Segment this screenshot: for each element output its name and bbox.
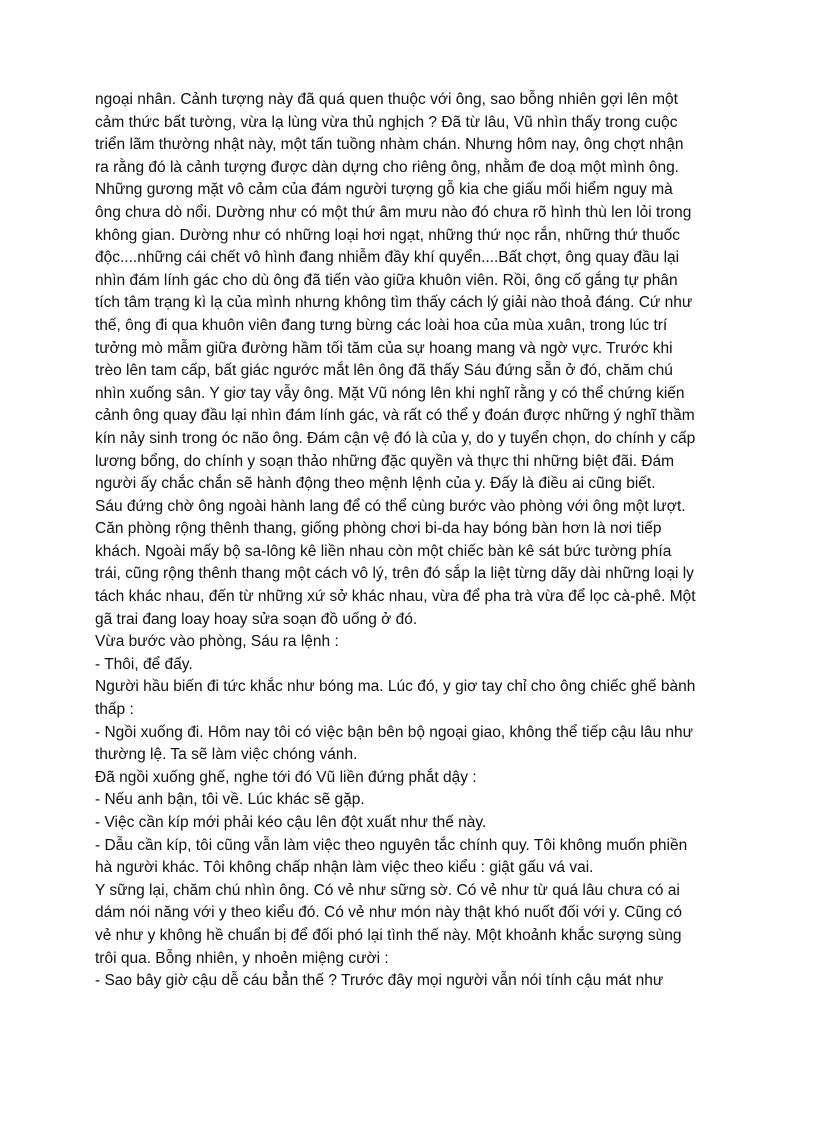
text-line: hà người khác. Tôi không chấp nhận làm việc theo kiểu : giật gấu vá vai. bbox=[95, 859, 594, 877]
text-line: vẻ như y không hề chuẩn bị để đối phó lại tình thế này. Một khoảnh khắc sượng sùng bbox=[95, 926, 682, 944]
document-page bbox=[95, 89, 735, 993]
text-line: nhìn đám lính gác cho dù ông đã tiến vào giữa khuôn viên. Rồi, ông cố gắng tự phân bbox=[95, 271, 678, 289]
text-line: cảnh ông quay đầu lại nhìn đám lính gác, và rất có thể y đoán được những ý nghĩ thầm bbox=[95, 407, 695, 425]
text-line: - Nếu anh bận, tôi về. Lúc khác sẽ gặp. bbox=[95, 791, 365, 809]
text-line: lương bổng, do chính y soạn thảo những đặc quyền và thực thi những biệt đãi. Đám bbox=[95, 452, 675, 470]
text-line: - Dẫu cần kíp, tôi cũng vẫn làm việc theo nguyên tắc chính quy. Tôi không muốn phiền bbox=[95, 836, 688, 854]
text-line: tách khác nhau, đến từ những xứ sở khác nhau, vừa để pha trà vừa để lọc cà-phê. Một bbox=[95, 588, 696, 606]
text-line: người ấy chắc chắn sẽ hành động theo mệnh lệnh của y. Đấy là điều ai cũng biết. bbox=[95, 475, 656, 493]
text-line: triển lãm thường nhật này, một tấn tuồng nhàm chán. Nhưng hôm nay, ông chợt nhận bbox=[95, 136, 684, 154]
text-line: trái, cũng rộng thênh thang một cách vô lý, trên đó sắp la liệt từng dãy dài những loại ly bbox=[95, 565, 694, 583]
text-line: Người hầu biến đi tức khắc như bóng ma. Lúc đó, y giơ tay chỉ cho ông chiếc ghế bành bbox=[95, 678, 696, 696]
text-line: Y sững lại, chăm chú nhìn ông. Có vẻ như sững sờ. Có vẻ như từ quá lâu chưa có ai bbox=[95, 881, 680, 899]
text-line: - Việc cần kíp mới phải kéo cậu lên đột xuất như thế này. bbox=[95, 814, 487, 831]
text-line: trèo lên tam cấp, bất giác ngước mắt lên ông đã thấy Sáu đứng sẵn ở đó, chăm chú bbox=[95, 362, 673, 380]
text-line: khách. Ngoài mấy bộ sa-lông kê liền nhau còn một chiếc bàn kê sát bức tường phía bbox=[95, 542, 672, 560]
text-line: Vừa bước vào phòng, Sáu ra lệnh : bbox=[95, 633, 339, 651]
text-line: Những gương mặt vô cảm của đám người tượng gỗ kia che giấu mối hiểm nguy mà bbox=[95, 181, 673, 199]
text-line: nhìn xuống sân. Y giơ tay vẫy ông. Mặt Vũ nóng lên khi nghĩ rằng y có thể chứng kiến bbox=[95, 384, 685, 402]
text-line: tưởng mò mẫm giữa đường hầm tối tăm của sự hoang mang và ngờ vực. Trước khi bbox=[95, 339, 673, 357]
text-line: gã trai đang loay hoay sửa soạn đồ uống ở đó. bbox=[95, 610, 418, 628]
text-line: thế, ông đi qua khuôn viên đang tưng bừng các loài hoa của mùa xuân, trong lúc trí bbox=[95, 316, 668, 334]
text-line: - Ngồi xuống đi. Hôm nay tôi có việc bận bên bộ ngoại giao, không thể tiếp cậu lâu như bbox=[95, 723, 694, 741]
text-line: thường lệ. Ta sẽ làm việc chóng vánh. bbox=[95, 746, 358, 764]
text-line: ra rằng đó là cảnh tượng được dàn dựng cho riêng ông, nhằm đe doạ một mình ông. bbox=[95, 158, 679, 176]
text-line: - Thôi, để đấy. bbox=[95, 655, 193, 673]
text-line: trôi qua. Bỗng nhiên, y nhoẻn miệng cười : bbox=[95, 949, 389, 967]
text-line: cảm thức bất tường, vừa lạ lùng vừa thủ nghịch ? Đã từ lâu, Vũ nhìn thấy trong cuộc bbox=[95, 113, 678, 131]
text-line: độc....những cái chết vô hình đang nhiễm đầy khí quyển....Bất chợt, ông quay đầu lại bbox=[95, 249, 680, 267]
text-line: Đã ngồi xuống ghế, nghe tới đó Vũ liền đứng phắt dậy : bbox=[95, 768, 477, 786]
text-line: Căn phòng rộng thênh thang, giống phòng chơi bi-da hay bóng bàn hơn là nơi tiếp bbox=[95, 520, 662, 538]
text-line: ngoại nhân. Cảnh tượng này đã quá quen thuộc với ông, sao bỗng nhiên gợi lên một bbox=[95, 91, 678, 108]
text-line: không gian. Dường như có những loại hơi ngạt, những thứ nọc rắn, những thứ thuốc bbox=[95, 226, 681, 244]
text-line: - Sao bây giờ cậu dễ cáu bẳn thế ? Trước đây mọi người vẫn nói tính cậu mát như bbox=[95, 972, 664, 990]
text-line: kín nảy sinh trong óc não ông. Đám cận vệ đó là của y, do y tuyển chọn, do chính y cấp bbox=[95, 429, 696, 447]
text-line: Sáu đứng chờ ông ngoài hành lang để có thể cùng bước vào phòng với ông một lượt. bbox=[95, 497, 686, 515]
text-line: tích tâm trạng kì lạ của mình nhưng không tìm thấy cách lý giải nào thoả đáng. Cứ như bbox=[95, 294, 693, 312]
text-line: thấp : bbox=[95, 701, 134, 719]
text-line: ông chưa dò nổi. Dường như có một thứ âm mưu nào đó chưa rõ hình thù len lỏi trong bbox=[95, 203, 692, 221]
text-line: dám nói năng với y theo kiểu đó. Có vẻ như món này thật khó nuốt đối với y. Cũng có bbox=[95, 904, 683, 922]
